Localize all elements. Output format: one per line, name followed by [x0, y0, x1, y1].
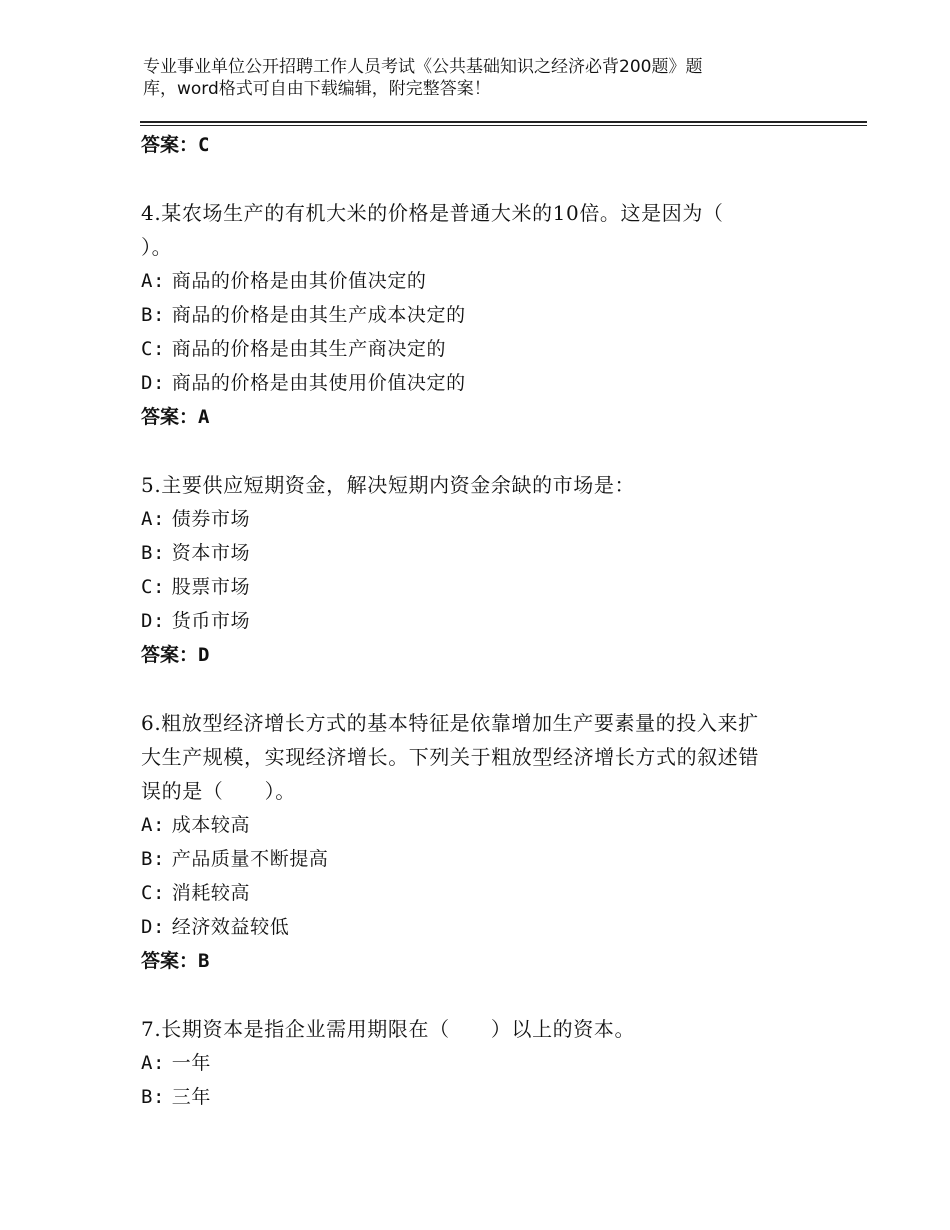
option-b [141, 842, 821, 876]
answer-label: 答案： [141, 406, 199, 428]
option-a [141, 502, 821, 536]
option-c [141, 332, 821, 366]
question-text [141, 468, 801, 502]
answer-line [141, 400, 821, 434]
header-rule-thin [140, 125, 867, 126]
option-letter: B: [141, 848, 166, 870]
option-b [141, 536, 821, 570]
option-text: 经济效益较低 [171, 916, 290, 938]
answer-label: 答案： [141, 644, 199, 666]
option-text: 资本市场 [171, 542, 251, 564]
question-block [141, 468, 821, 672]
option-text: 商品的价格是由其生产商决定的 [171, 338, 447, 360]
option-a [141, 1046, 821, 1080]
option-letter: B: [141, 304, 166, 326]
question-line: 5.主要供应短期资金，解决短期内资金余缺的市场是： [141, 473, 636, 497]
question-block [141, 196, 821, 434]
option-a [141, 808, 821, 842]
answer-line [141, 944, 821, 978]
question-line: 误的是（ ）。 [141, 779, 296, 803]
option-d [141, 366, 821, 400]
option-text: 产品质量不断提高 [171, 848, 329, 870]
answer-label: 答案： [141, 950, 199, 972]
option-letter: C: [141, 576, 166, 598]
spacer [141, 162, 821, 196]
option-b [141, 1080, 821, 1114]
option-text: 债券市场 [171, 508, 251, 530]
option-text: 股票市场 [171, 576, 251, 598]
option-letter: C: [141, 882, 166, 904]
option-text: 货币市场 [171, 610, 251, 632]
option-letter: B: [141, 542, 166, 564]
question-text [141, 706, 801, 808]
option-d [141, 604, 821, 638]
answer-value: D [198, 644, 210, 666]
answer-line [141, 128, 821, 162]
answer-value: C [198, 134, 210, 156]
question-list [141, 128, 821, 1114]
answer-label: 答案： [141, 134, 199, 156]
option-letter: B: [141, 1086, 166, 1108]
option-letter: A: [141, 508, 166, 530]
spacer [141, 978, 821, 1012]
option-letter: D: [141, 372, 166, 394]
option-c [141, 570, 821, 604]
question-line: ）。 [141, 235, 173, 259]
question-block [141, 1012, 821, 1114]
question-line: 大生产规模，实现经济增长。下列关于粗放型经济增长方式的叙述错 [141, 745, 759, 769]
spacer [141, 672, 821, 706]
question-line: 7.长期资本是指企业需用期限在（ ）以上的资本。 [141, 1017, 636, 1041]
option-letter: C: [141, 338, 166, 360]
option-text: 一年 [171, 1052, 211, 1074]
option-letter: A: [141, 814, 166, 836]
option-c [141, 876, 821, 910]
header-title-line-1: 专业事业单位公开招聘工作人员考试《公共基础知识之经济必背200题》题 [143, 57, 703, 77]
option-a [141, 264, 821, 298]
question-text [141, 196, 801, 264]
document-header [143, 56, 783, 100]
question-text [141, 1012, 801, 1046]
question-block [141, 706, 821, 978]
option-b [141, 298, 821, 332]
option-letter: D: [141, 916, 166, 938]
header-title-line-2: 库，word格式可自由下载编辑，附完整答案！ [143, 79, 491, 99]
question-line: 4.某农场生产的有机大米的价格是普通大米的10倍。这是因为（ [141, 201, 724, 225]
option-d [141, 910, 821, 944]
option-text: 成本较高 [171, 814, 251, 836]
option-text: 商品的价格是由其生产成本决定的 [171, 304, 466, 326]
answer-line [141, 638, 821, 672]
option-text: 商品的价格是由其价值决定的 [171, 270, 427, 292]
answer-value: A [198, 406, 210, 428]
spacer [141, 434, 821, 468]
option-letter: D: [141, 610, 166, 632]
header-rule-thick [140, 121, 867, 123]
answer-value: B [198, 950, 210, 972]
option-text: 消耗较高 [171, 882, 251, 904]
option-text: 三年 [171, 1086, 211, 1108]
option-letter: A: [141, 270, 166, 292]
option-letter: A: [141, 1052, 166, 1074]
option-text: 商品的价格是由其使用价值决定的 [171, 372, 466, 394]
question-line: 6.粗放型经济增长方式的基本特征是依靠增加生产要素量的投入来扩 [141, 711, 759, 735]
